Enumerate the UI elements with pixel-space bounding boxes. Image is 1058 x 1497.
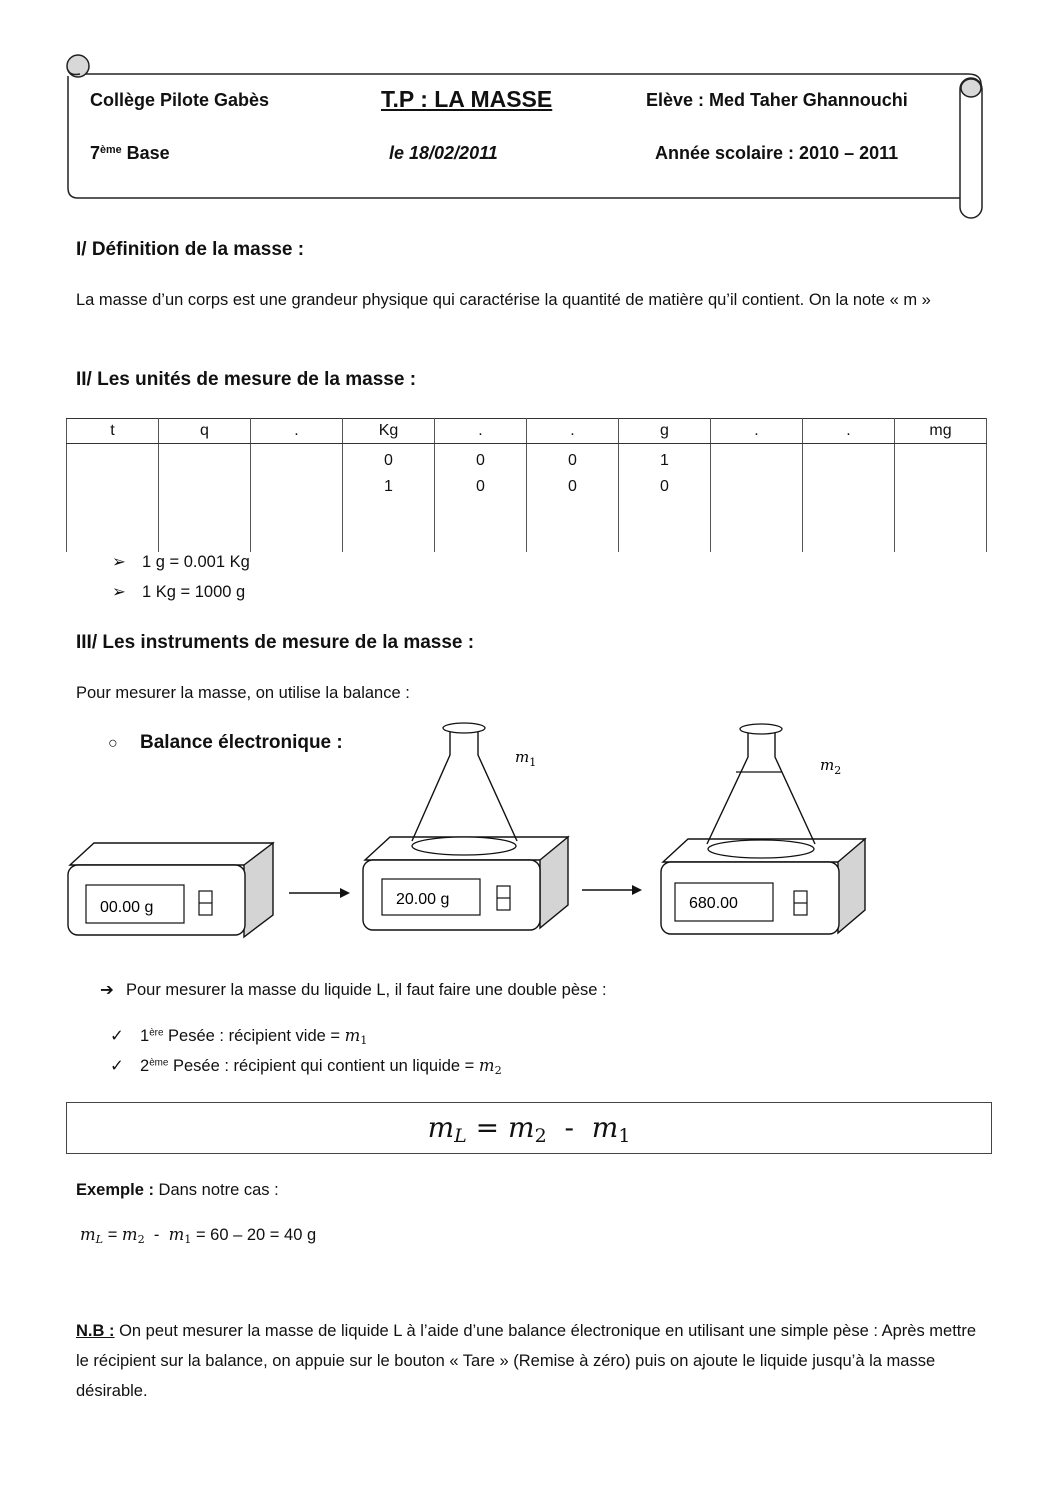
balance-empty bbox=[68, 843, 273, 937]
units-cell bbox=[343, 444, 435, 553]
units-digit: 0 bbox=[384, 452, 393, 469]
units-cell bbox=[159, 444, 251, 553]
mass-label-m2: $m_2$ bbox=[820, 756, 842, 777]
units-digit: 0 bbox=[568, 452, 577, 469]
units-digit bbox=[711, 474, 802, 500]
note-label: N.B : bbox=[76, 1322, 115, 1340]
units-table-body bbox=[67, 444, 987, 553]
class-superscript: ème bbox=[100, 144, 122, 157]
class-suffix: Base bbox=[121, 143, 170, 163]
units-column-header: t bbox=[67, 419, 159, 444]
units-digit bbox=[895, 474, 986, 500]
units-column-header: q bbox=[159, 419, 251, 444]
tare-button-icon bbox=[497, 886, 510, 910]
units-digit bbox=[251, 474, 342, 500]
tare-button-icon bbox=[199, 891, 212, 915]
weighing-ordinal: ère bbox=[149, 1027, 164, 1039]
balance-display: 20.00 g bbox=[396, 891, 450, 908]
units-digit bbox=[803, 448, 894, 474]
units-column-header: . bbox=[435, 419, 527, 444]
note-paragraph bbox=[76, 1316, 986, 1406]
units-column-header: mg bbox=[895, 419, 987, 444]
units-digit: 1 bbox=[660, 452, 669, 469]
section-1-paragraph: La masse d’un corps est une grandeur physique qui caractérise la quantité de matière qu’il contient. On la note « m » bbox=[76, 291, 931, 309]
units-digit: 1 bbox=[384, 478, 393, 495]
scroll-roll-right bbox=[960, 78, 982, 218]
section-3-intro: Pour mesurer la masse, on utilise la balance : bbox=[76, 684, 410, 702]
units-table-header bbox=[67, 419, 987, 444]
example-line bbox=[76, 1175, 279, 1205]
units-cell bbox=[895, 444, 987, 553]
units-digit: 0 bbox=[568, 478, 577, 495]
units-digit bbox=[159, 474, 250, 500]
units-cell bbox=[435, 444, 527, 553]
date: le 18/02/2011 bbox=[389, 143, 498, 163]
balance-diagram bbox=[60, 715, 880, 945]
units-digit bbox=[803, 474, 894, 500]
note-text: On peut mesurer la masse de liquide L à l’aide d’une balance électronique en utilisant une simple pèse : Après mettre le récipient sur la balance, on appuie sur le bouton « Tare » (Remise à zéro) puis on ajoute le liquide jusqu’à la masse désirable. bbox=[76, 1322, 977, 1400]
units-cell bbox=[67, 444, 159, 553]
weighing-number: 1 bbox=[140, 1027, 150, 1045]
units-digit: 0 bbox=[476, 452, 485, 469]
conversion-text: 1 g = 0.001 Kg bbox=[142, 553, 250, 571]
arrowhead-bullet-icon: ➢ bbox=[112, 583, 126, 601]
units-digit bbox=[251, 448, 342, 474]
arrowhead-bullet-icon: ➢ bbox=[112, 553, 126, 571]
header-scroll-frame bbox=[60, 48, 990, 228]
double-weighing-line bbox=[100, 980, 607, 1000]
weighing-text: Pesée : récipient vide = bbox=[163, 1027, 345, 1045]
erlenmeyer-flask-filled-icon bbox=[707, 724, 815, 858]
units-digit bbox=[67, 474, 158, 500]
weighing-ordinal: ème bbox=[149, 1057, 169, 1069]
student-name: Elève : Med Taher Ghannouchi bbox=[646, 90, 908, 110]
checkmark-icon: ✓ bbox=[110, 1057, 124, 1075]
units-column-header: g bbox=[619, 419, 711, 444]
weighing-variable: $m_2$ bbox=[478, 1056, 502, 1077]
arrow-right-icon bbox=[582, 885, 642, 895]
school-year: Année scolaire : 2010 – 2011 bbox=[655, 143, 899, 163]
units-column-header: . bbox=[711, 419, 803, 444]
units-cell bbox=[803, 444, 895, 553]
conversion-text: 1 Kg = 1000 g bbox=[142, 583, 246, 601]
units-digit bbox=[67, 448, 158, 474]
class-number: 7 bbox=[90, 143, 101, 163]
balance-with-empty-flask bbox=[363, 723, 568, 930]
units-digit bbox=[159, 448, 250, 474]
weighing-item bbox=[110, 1056, 502, 1077]
example-label: Exemple : bbox=[76, 1181, 154, 1199]
arrow-right-icon bbox=[289, 888, 350, 898]
arrow-right-bold-icon: ➔ bbox=[100, 981, 114, 999]
units-table bbox=[66, 418, 987, 552]
units-digit bbox=[711, 448, 802, 474]
example-text: Dans notre cas : bbox=[153, 1181, 279, 1199]
conversion-item bbox=[112, 552, 250, 572]
units-digit: 0 bbox=[476, 478, 485, 495]
mass-label-m1: $m_1$ bbox=[515, 748, 537, 769]
balance-subheading-text: Balance électronique : bbox=[140, 732, 343, 753]
school-name: Collège Pilote Gabès bbox=[90, 90, 270, 110]
section-2-heading: II/ Les unités de mesure de la masse : bbox=[76, 369, 417, 390]
mass-formula: $m_L = m_2 - m_1$ bbox=[427, 1111, 631, 1147]
section-3-heading: III/ Les instruments de mesure de la masse : bbox=[76, 632, 475, 653]
units-digit: 0 bbox=[660, 478, 669, 495]
checkmark-icon: ✓ bbox=[110, 1027, 124, 1045]
units-cell bbox=[527, 444, 619, 553]
conversion-item bbox=[112, 582, 245, 602]
class-level bbox=[90, 143, 170, 164]
units-cell bbox=[251, 444, 343, 553]
balance-with-filled-flask bbox=[661, 724, 865, 934]
double-weighing-text: Pour mesurer la masse du liquide L, il faut faire une double pèse : bbox=[126, 981, 607, 999]
balance-display: 680.00 bbox=[689, 895, 738, 912]
weighing-variable: $m_1$ bbox=[344, 1026, 368, 1047]
erlenmeyer-flask-icon bbox=[412, 723, 517, 855]
formula-box bbox=[66, 1102, 992, 1154]
units-cell bbox=[711, 444, 803, 553]
units-column-header: . bbox=[803, 419, 895, 444]
tare-button-icon bbox=[794, 891, 807, 915]
example-calculation: $m_L = m_2 - m_1 = 60 - 20 = 40$ g bbox=[80, 1225, 317, 1246]
page-title: T.P : LA MASSE bbox=[381, 86, 553, 112]
balance-display: 00.00 g bbox=[100, 899, 154, 916]
units-column-header: . bbox=[527, 419, 619, 444]
units-column-header: . bbox=[251, 419, 343, 444]
weighing-number: 2 bbox=[140, 1057, 150, 1075]
units-column-header: Kg bbox=[343, 419, 435, 444]
section-1-heading: I/ Définition de la masse : bbox=[76, 239, 305, 260]
weighing-item bbox=[110, 1026, 367, 1047]
units-cell bbox=[619, 444, 711, 553]
circle-bullet-icon: ○ bbox=[108, 735, 118, 752]
weighing-text: Pesée : récipient qui contient un liquide = bbox=[168, 1057, 479, 1075]
units-digit bbox=[895, 448, 986, 474]
